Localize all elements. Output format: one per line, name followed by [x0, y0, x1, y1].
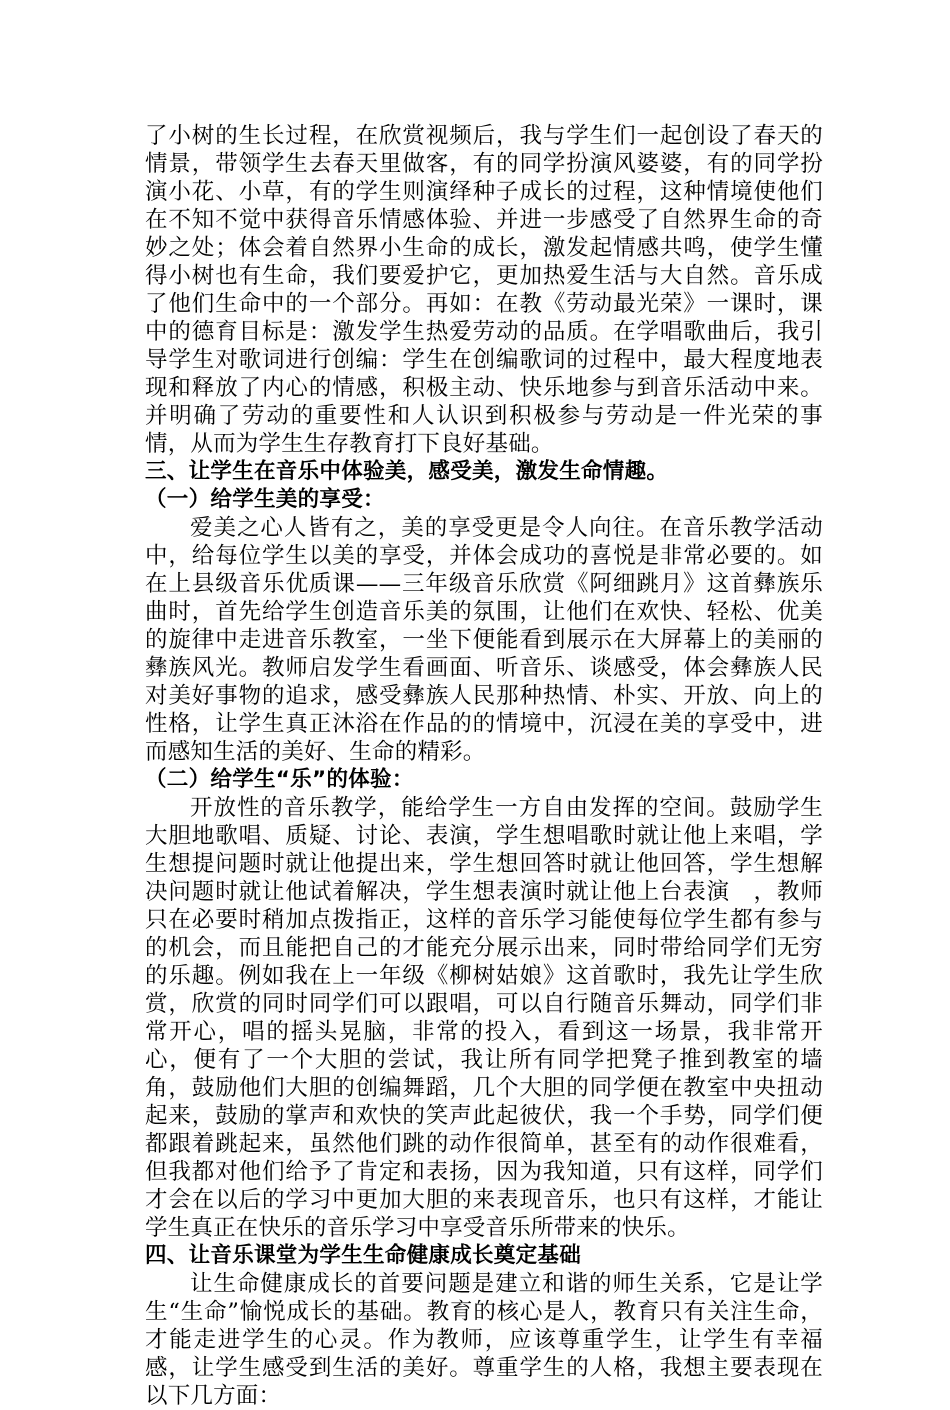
- paragraph-joy-experience: 开放性的音乐教学，能给学生一方自由发挥的空间。鼓励学生大胆地歌唱、质疑、讨论、表演，学生想唱歌时就让他上来唱，学生想提问题时就让他提出来，学生想回答时就让他回答，学生想解决问题时就让他试着解决，学生想表演时就让他上台表演 ，教师只在必要时稍加点拨指正，这样的音乐学习能使每位学生都有参与的机会，而且能把自己的才能充分展示出来，同时带给同学们无穷的乐趣。例如我在上一年级《柳树姑娘》这首歌时，我先让学生欣赏，欣赏的同时同学们可以跟唱，可以自行随音乐舞动，同学们非常开心，唱的摇头晃脑，非常的投入，看到这一场景，我非常开心，便有了一个大胆的尝试，我让所有同学把凳子推到教室的墙角，鼓励他们大胆的创编舞蹈，几个大胆的同学便在教室中央扭动起来，鼓励的掌声和欢快的笑声此起彼伏，我一个手势，同学们便都跟着跳起来，虽然他们跳的动作很简单，甚至有的动作很难看，但我都对他们给予了肯定和表扬，因为我知道，只有这样，同学们才会在以后的学习中更加大胆的来表现音乐，也只有这样，才能让学生真正在快乐的音乐学习中享受音乐所带来的快乐。: [145, 795, 823, 1241]
- subsection-heading-3-2: （二）给学生“乐”的体验：: [145, 767, 414, 792]
- paragraph-continuation: 了小树的生长过程，在欣赏视频后，我与学生们一起创设了春天的情景，带领学生去春天里做客，有的同学扮演风婆婆，有的同学扮演小花、小草，有的学生则演绎种子成长的过程，这种情境使他们在不知不觉中获得音乐情感体验、并进一步感受了自然界生命的奇妙之处；体会着自然界小生命的成长，激发起情感共鸣，使学生懂得小树也有生命，我们要爱护它，更加热爱生活与大自然。音乐成了他们生命中的一个部分。再如：在教《劳动最光荣》一课时，课中的德育目标是：激发学生热爱劳动的品质。在学唱歌曲后，我引导学生对歌词进行创编：学生在创编歌词的过程中，最大程度地表现和释放了内心的情感，积极主动、快乐地参与到音乐活动中来。并明确了劳动的重要性和人认识到积极参与劳动是一件光荣的事情，从而为学生生存教育打下良好基础。: [145, 123, 823, 457]
- paragraph-beauty-enjoyment: 爱美之心人皆有之，美的享受更是令人向往。在音乐教学活动中，给每位学生以美的享受，并体会成功的喜悦是非常必要的。如在上县级音乐优质课——三年级音乐欣赏《阿细跳月》这首彝族乐曲时，首先给学生创造音乐美的氛围，让他们在欢快、轻松、优美的旋律中走进音乐教室，一坐下便能看到展示在大屏幕上的美丽的彝族风光。教师启发学生看画面、听音乐、谈感受，体会彝族人民对美好事物的追求，感受彝族人民那种热情、朴实、开放、向上的性格，让学生真正沐浴在作品的的情境中，沉浸在美的享受中，进而感知生活的美好、生命的精彩。: [145, 515, 823, 765]
- section-heading-3: 三、让学生在音乐中体验美，感受美，激发生命情趣。: [145, 459, 669, 484]
- subsection-heading-3-1: （一）给学生美的享受：: [145, 487, 385, 512]
- document-page: [145, 122, 823, 1410]
- paragraph-teacher-student-relationship: 让生命健康成长的首要问题是建立和谐的师生关系，它是让学生“生命”愉悦成长的基础。教育的核心是人，教育只有关注生命，才能走进学生的心灵。作为教师，应该尊重学生，让学生有幸福感，让学生感受到生活的美好。尊重学生的人格，我想主要表现在以下几方面：: [145, 1271, 823, 1409]
- section-heading-4: 四、让音乐课堂为学生生命健康成长奠定基础: [145, 1243, 582, 1268]
